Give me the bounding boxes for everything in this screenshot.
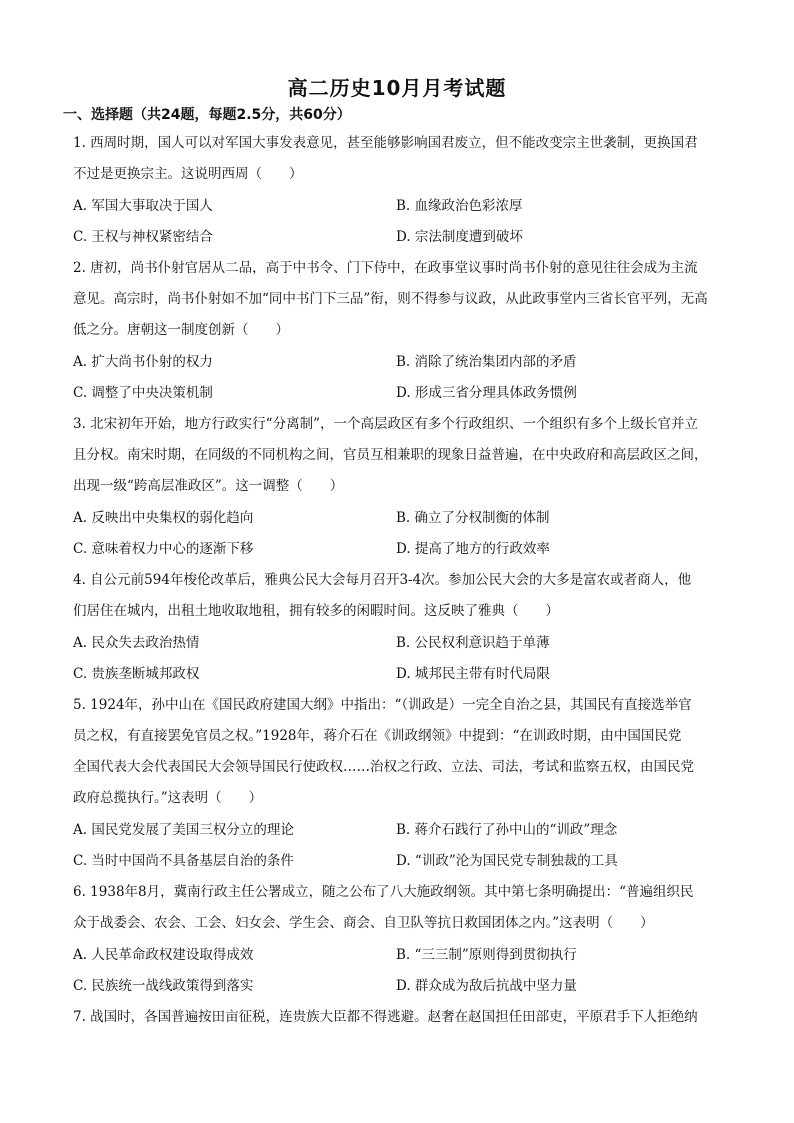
question-4-option-c: C. 贵族垄断城邦政权 bbox=[73, 666, 200, 682]
question-6-line-1: 6. 1938年8月，冀南行政主任公署成立，随之公布了八大施政纲领。其中第七条明确提出：“普遍组织民 bbox=[73, 884, 694, 900]
question-5-option-c: C. 当时中国尚不具备基层自治的条件 bbox=[73, 853, 294, 869]
question-3-option-b: B. 确立了分权制衡的体制 bbox=[396, 510, 550, 526]
question-2-line-3: 低之分。唐朝这一制度创新（ ） bbox=[73, 322, 289, 338]
question-1-option-d: D. 宗法制度遭到破坏 bbox=[396, 229, 523, 245]
question-4-option-b: B. 公民权利意识趋于单薄 bbox=[396, 635, 550, 651]
question-3-line-2: 且分权。南宋时期，在同级的不同机构之间，官员互相兼职的现象日益普遍，在中央政府和高层政区之间， bbox=[73, 447, 708, 463]
question-4-line-2: 们居住在城内，出租土地收取地租，拥有较多的闲暇时间。这反映了雅典（ ） bbox=[73, 603, 559, 619]
question-2-option-b: B. 消除了统治集团内部的矛盾 bbox=[396, 354, 577, 370]
section-heading: 一、选择题（共24题，每题2.5分，共60分） bbox=[63, 107, 351, 123]
page-title: 高二历史10月月考试题 bbox=[287, 76, 507, 100]
question-1-option-a: A. 军国大事取决于国人 bbox=[73, 198, 213, 214]
question-2-line-1: 2. 唐初，尚书仆射官居从二品，高于中书令、门下侍中，在政事堂议事时尚书仆射的意见往往会成为主流 bbox=[73, 260, 698, 276]
question-4-line-1: 4. 自公元前594年梭伦改革后，雅典公民大会每月召开3-4次。参加公民大会的大多是富农或者商人，他 bbox=[73, 572, 692, 588]
question-1-line-1: 1. 西周时期，国人可以对军国大事发表意见，甚至能够影响国君废立，但不能改变宗主世袭制，更换国君 bbox=[73, 135, 698, 151]
question-3-line-3: 出现一级“跨高层准政区”。这一调整（ ） bbox=[73, 478, 344, 494]
question-5-line-1: 5. 1924年，孙中山在《国民政府建国大纲》中指出：“（训政是）一完全自治之县，其国民有直接选举官 bbox=[73, 697, 692, 713]
question-5-option-d: D. “训政”沦为国民党专制独裁的工具 bbox=[396, 853, 618, 869]
question-2-line-2: 意见。高宗时，尚书仆射如不加“同中书门下三品”衔，则不得参与议政，从此政事堂内三省长官平列，无高 bbox=[73, 291, 708, 307]
question-4-option-d: D. 城邦民主带有时代局限 bbox=[396, 666, 550, 682]
question-6-line-2: 众于战委会、农会、工会、妇女会、学生会、商会、自卫队等抗日救国团体之内。”这表明（ ） bbox=[73, 915, 654, 931]
question-5-option-b: B. 蒋介石践行了孙中山的“训政”理念 bbox=[396, 822, 618, 838]
question-5-line-2: 员之权，有直接罢免官员之权。”1928年，蒋介石在《训政纲领》中提到：“在训政时期，由中国国民党 bbox=[73, 728, 682, 744]
question-5-line-3: 全国代表大会代表国民大会领导国民行使政权……治权之行政、立法、司法，考试和监察五权，由国民党 bbox=[73, 759, 694, 775]
question-2-option-a: A. 扩大尚书仆射的权力 bbox=[73, 354, 213, 370]
question-6-option-c: C. 民族统一战线政策得到落实 bbox=[73, 978, 254, 994]
question-5-line-4: 政府总揽执行。”这表明（ ） bbox=[73, 790, 263, 806]
question-2-option-d: D. 形成三省分理具体政务惯例 bbox=[396, 385, 577, 401]
question-7-line-1: 7. 战国时，各国普遍按田亩征税，连贵族大臣都不得逃避。赵奢在赵国担任田部吏，平原君手下人拒绝纳 bbox=[73, 1009, 698, 1025]
question-6-option-d: D. 群众成为敌后抗战中坚力量 bbox=[396, 978, 577, 994]
question-3-line-1: 3. 北宋初年开始，地方行政实行“分离制”，一个高层政区有多个行政组织、一个组织有多个上级长官并立 bbox=[73, 416, 698, 432]
question-1-option-c: C. 王权与神权紧密结合 bbox=[73, 229, 213, 245]
question-3-option-c: C. 意味着权力中心的逐渐下移 bbox=[73, 541, 254, 557]
question-3-option-d: D. 提高了地方的行政效率 bbox=[396, 541, 550, 557]
question-1-line-2: 不过是更换宗主。这说明西周（ ） bbox=[73, 166, 303, 182]
question-4-option-a: A. 民众失去政治热情 bbox=[73, 635, 200, 651]
question-2-option-c: C. 调整了中央决策机制 bbox=[73, 385, 213, 401]
question-6-option-a: A. 人民革命政权建设取得成效 bbox=[73, 947, 254, 963]
question-6-option-b: B. “三三制”原则得到贯彻执行 bbox=[396, 947, 577, 963]
question-1-option-b: B. 血缘政治色彩浓厚 bbox=[396, 198, 523, 214]
question-3-option-a: A. 反映出中央集权的弱化趋向 bbox=[73, 510, 254, 526]
question-5-option-a: A. 国民党发展了美国三权分立的理论 bbox=[73, 822, 294, 838]
